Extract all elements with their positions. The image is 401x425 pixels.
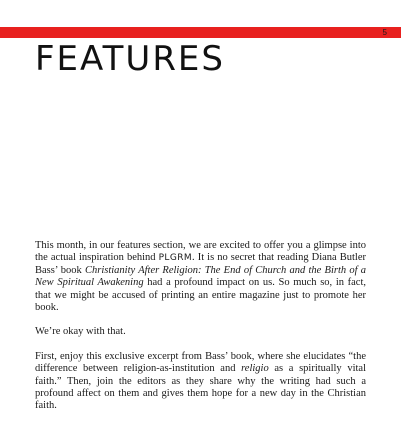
- intro-text-mid: . It is no secret that reading Diana Butler Bass’ book: [35, 252, 366, 276]
- excerpt-text-end: as a spiritually vital faith.” Then, join the editors as they share why the writing had such a profound affect on them and gives them hope for a new day in the Christian faith.: [35, 363, 366, 412]
- brand-name: PLGRM: [158, 253, 193, 264]
- excerpt-text: First, enjoy this exclusive excerpt from Bass’ book, where she elucidates “the difference between religion-as-institution and: [35, 350, 366, 375]
- intro-text: This month, in our features section, we are excited to offer you a glimpse into the actual inspiration behind: [35, 240, 366, 264]
- religio-term: religio: [241, 363, 269, 375]
- paragraph-okay: We’re okay with that.: [35, 326, 126, 338]
- book-title: Christianity After Religion: The End of Church and the Birth of a New Spiritual Awakening: [35, 264, 366, 289]
- page-title: FEATURES: [35, 39, 226, 79]
- paragraph-excerpt: [35, 351, 366, 413]
- article-body: [35, 240, 366, 425]
- paragraph-intro: [35, 240, 366, 314]
- intro-text-end: had a profound impact on us. So much so, in fact, that we might be accused of printing an entire magazine just to promote her book.: [35, 277, 366, 314]
- page-number: 5: [382, 28, 387, 37]
